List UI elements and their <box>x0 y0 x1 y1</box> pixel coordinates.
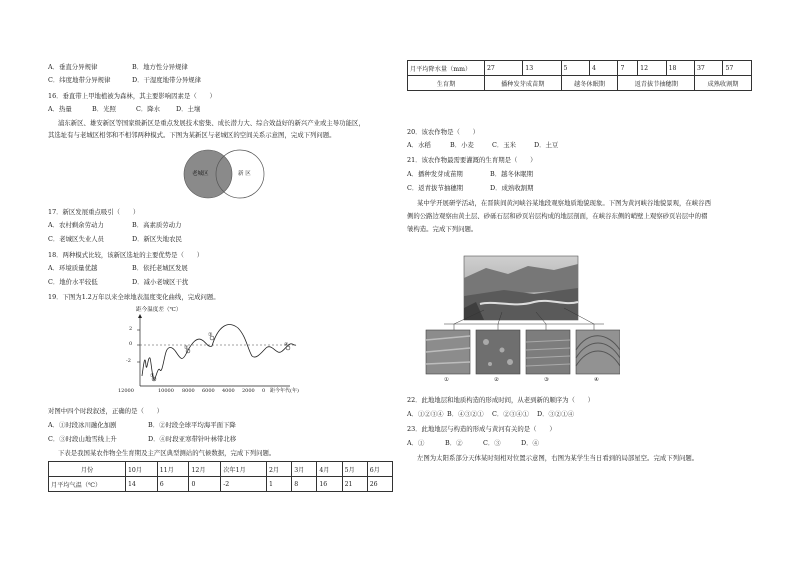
table-cell: 次年1月 <box>221 462 267 477</box>
q17-option-d: D．新区失地农民 <box>132 235 182 243</box>
curve-ytick-2: 2 <box>129 326 133 332</box>
q22-option-c: C．②③④① <box>492 410 529 418</box>
photo-label-2: ② <box>494 377 499 383</box>
passage-solar-system: 左图为太阳系部分天体某时刻相对位置示意图，右图为某学生当日看到的局部星空。完成下列问题。 <box>417 454 699 462</box>
photo-label-4: ④ <box>594 377 599 383</box>
curve-xtick-4000: 4000 <box>222 388 235 394</box>
q17-stem: 17．新区发展重点吸引（ ） <box>48 208 140 216</box>
q22-stem: 22．此地地层和地质构造的形成时间，从老到新的顺序为（ ） <box>407 396 595 404</box>
table-cell: 14 <box>126 477 158 492</box>
q20-option-d: D．土豆 <box>534 141 559 149</box>
table-cell: 27 <box>485 61 523 76</box>
table-cell: 越冬休眠期 <box>561 76 618 91</box>
venn-new-area-label: 新 区 <box>238 171 251 177</box>
q15-option-c: C．纬度地带分异规律 <box>48 76 111 84</box>
curve-marker-4: ④ <box>284 342 289 348</box>
temperature-curve-figure <box>118 306 338 396</box>
table-cell: 月平均降水量（mm） <box>408 61 485 76</box>
passage-crop: 下表是我国某农作物全生育期及主产区典型测站的气候数据，完成下列问题。 <box>58 449 276 457</box>
curve-marker-2: ② <box>184 345 189 351</box>
table-cell: 57 <box>723 61 752 76</box>
table-cell: 8 <box>292 477 317 492</box>
passage-newarea-line2: 其选址有与老城区相邻和不相邻两种模式。下图为某新区与老城区的空间关系示意图，完成下列问题。 <box>48 131 336 139</box>
q19-stem: 19．下图为1.2万年以来全球地表温度变化曲线，完成问题。 <box>48 293 220 301</box>
q21-stem: 21．该农作物最需要灌溉的生育期是（ ） <box>407 156 537 164</box>
q16-option-d: D．土壤 <box>176 105 201 113</box>
venn-old-city-label: 老城区 <box>192 171 209 177</box>
q18-stem: 18．两种模式比较，该新区选址的主要优势是（ ） <box>48 251 204 259</box>
table-cell: 5月 <box>342 462 367 477</box>
q16-stem: 16．垂直带上甲地植被为森林，其主要影响因素是（ ） <box>48 92 216 100</box>
passage-canyon-line2: 侧的公路边观察由黄土层、砂砾石层和砂页岩层构成的地层剖面，在峡谷东侧的峭壁上观察砂页岩层中的褶 <box>407 212 708 220</box>
q16-option-b: B．光照 <box>92 105 116 113</box>
q18-option-a: A．环境质量优越 <box>48 264 98 272</box>
table-cell: 6 <box>157 477 189 492</box>
table-cell: 11月 <box>157 462 189 477</box>
table-cell: 返青拔节抽穗期 <box>618 76 695 91</box>
q20-option-a: A．水稻 <box>407 141 431 149</box>
table-row-months <box>49 462 393 477</box>
curve-ytick-0: 0 <box>129 341 133 347</box>
q21-option-d: D．成熟收割期 <box>490 184 534 192</box>
table-cell: 26 <box>367 477 392 492</box>
q23-option-d: D．④ <box>521 439 539 447</box>
table-cell: 成熟收割期 <box>695 76 752 91</box>
q22-option-a: A．①②③④ <box>407 410 444 418</box>
table-row-temperature <box>49 477 393 492</box>
table-cell: 7 <box>618 61 638 76</box>
photo-gravel <box>476 330 520 374</box>
table-cell: 生育期 <box>408 76 485 91</box>
curve-marker-3: ③ <box>208 332 213 338</box>
curve-xtick-8000: 8000 <box>182 388 195 394</box>
curve-xtick-0: 0 <box>262 388 266 394</box>
photo-label-3: ③ <box>544 377 549 383</box>
climate-table-right <box>407 60 752 91</box>
table-cell: 16 <box>317 477 342 492</box>
photo-label-1: ① <box>444 377 449 383</box>
curve-marker-1: ① <box>150 373 155 379</box>
q15-option-b: B．地方性分异规律 <box>132 63 188 71</box>
table-cell: 播种发芽成苗期 <box>485 76 562 91</box>
q23-option-a: A．① <box>407 439 425 447</box>
curve-xtick-10000: 10000 <box>158 388 174 394</box>
q16-option-c: C．降水 <box>136 105 161 113</box>
q19-option-d: D．④时段亚寒带针叶林带北移 <box>148 435 237 443</box>
table-cell: 5 <box>561 61 589 76</box>
table-cell: 月份 <box>49 462 126 477</box>
q23-option-b: B．② <box>445 439 463 447</box>
table-cell: 0 <box>189 477 221 492</box>
q20-stem: 20．该农作物是（ ） <box>407 128 480 136</box>
table-cell: 21 <box>342 477 367 492</box>
q17-option-a: A．农村剩余劳动力 <box>48 221 104 229</box>
table-cell: 18 <box>666 61 694 76</box>
q23-stem: 23．此地地层与构造的形成与黄河有关的是（ ） <box>407 425 556 433</box>
q19-option-c: C．③时段山地雪线上升 <box>48 435 117 443</box>
table-cell: 6月 <box>367 462 392 477</box>
table-cell: 2月 <box>267 462 292 477</box>
q21-option-c: C．返青拔节抽穗期 <box>407 184 464 192</box>
q18-option-b: B．依托老城区发展 <box>132 264 188 272</box>
q16-option-a: A．热量 <box>48 105 72 113</box>
table-cell: 12月 <box>189 462 221 477</box>
q18-option-d: D．减小老城区干扰 <box>132 278 189 286</box>
q20-option-c: C．玉米 <box>492 141 517 149</box>
q23-option-c: C．③ <box>483 439 501 447</box>
temperature-curve <box>142 325 296 380</box>
table-cell: 月平均气温（℃） <box>49 477 126 492</box>
curve-ytick-neg2: -2 <box>126 358 131 364</box>
curve-xtick-2000: 2000 <box>242 388 255 394</box>
curve-ylabel: 距今温度差（℃） <box>136 307 182 313</box>
q19-sub-stem: 对图中四个时段叙述，正确的是（ ） <box>48 407 164 415</box>
curve-xtick-6000: 6000 <box>202 388 215 394</box>
q17-option-b: B．高素质劳动力 <box>132 221 182 229</box>
passage-canyon-line3: 皱构造。完成下列问题。 <box>407 225 478 233</box>
table-cell: 4 <box>590 61 618 76</box>
q19-option-b: B．②时段全球平均海平面下降 <box>148 421 236 429</box>
curve-xtick-12000: 12000 <box>118 388 134 394</box>
q21-option-b: B．越冬休眠期 <box>490 170 534 178</box>
venn-diagram <box>180 148 272 202</box>
table-row-growth-period <box>408 76 752 91</box>
table-cell: 37 <box>695 61 723 76</box>
passage-newarea-line1: 浦东新区、雄安新区等国家级新区是重点发展技术密集、成长潜力大、综合效益好的新兴产业或主导功能区， <box>58 119 365 127</box>
table-cell: 4月 <box>317 462 342 477</box>
q22-option-b: B．④③②① <box>447 410 484 418</box>
canyon-photo-figure <box>424 250 620 388</box>
table-cell: 1 <box>267 477 292 492</box>
q17-option-c: C．老城区失业人员 <box>48 235 105 243</box>
q15-option-d: D．干湿度地带分异规律 <box>132 76 202 84</box>
q15-option-a: A．垂直分异规律 <box>48 63 98 71</box>
curve-xlabel: 距今年代(年) <box>270 388 299 394</box>
q18-option-c: C．地价水平较低 <box>48 278 98 286</box>
passage-canyon-line1: 某中学开展研学活动，在晋陕间黄河峡谷某地段观察地质地貌现象。下图为黄河峡谷地貌景观，在峡谷西 <box>417 199 711 207</box>
table-cell: -2 <box>221 477 267 492</box>
table-cell: 10月 <box>126 462 158 477</box>
table-cell: 12 <box>638 61 666 76</box>
table-cell: 3月 <box>292 462 317 477</box>
q19-option-a: A．①时段冰川融化加剧 <box>48 421 117 429</box>
q21-option-a: A．播种发芽成苗期 <box>407 170 463 178</box>
q22-option-d: D．③②①④ <box>537 410 575 418</box>
climate-table-left <box>48 461 393 492</box>
q20-option-b: B．小麦 <box>450 141 474 149</box>
photo-fold <box>576 330 620 374</box>
photo-sandstone <box>526 330 570 374</box>
table-cell: 13 <box>523 61 561 76</box>
table-row-precipitation <box>408 61 752 76</box>
